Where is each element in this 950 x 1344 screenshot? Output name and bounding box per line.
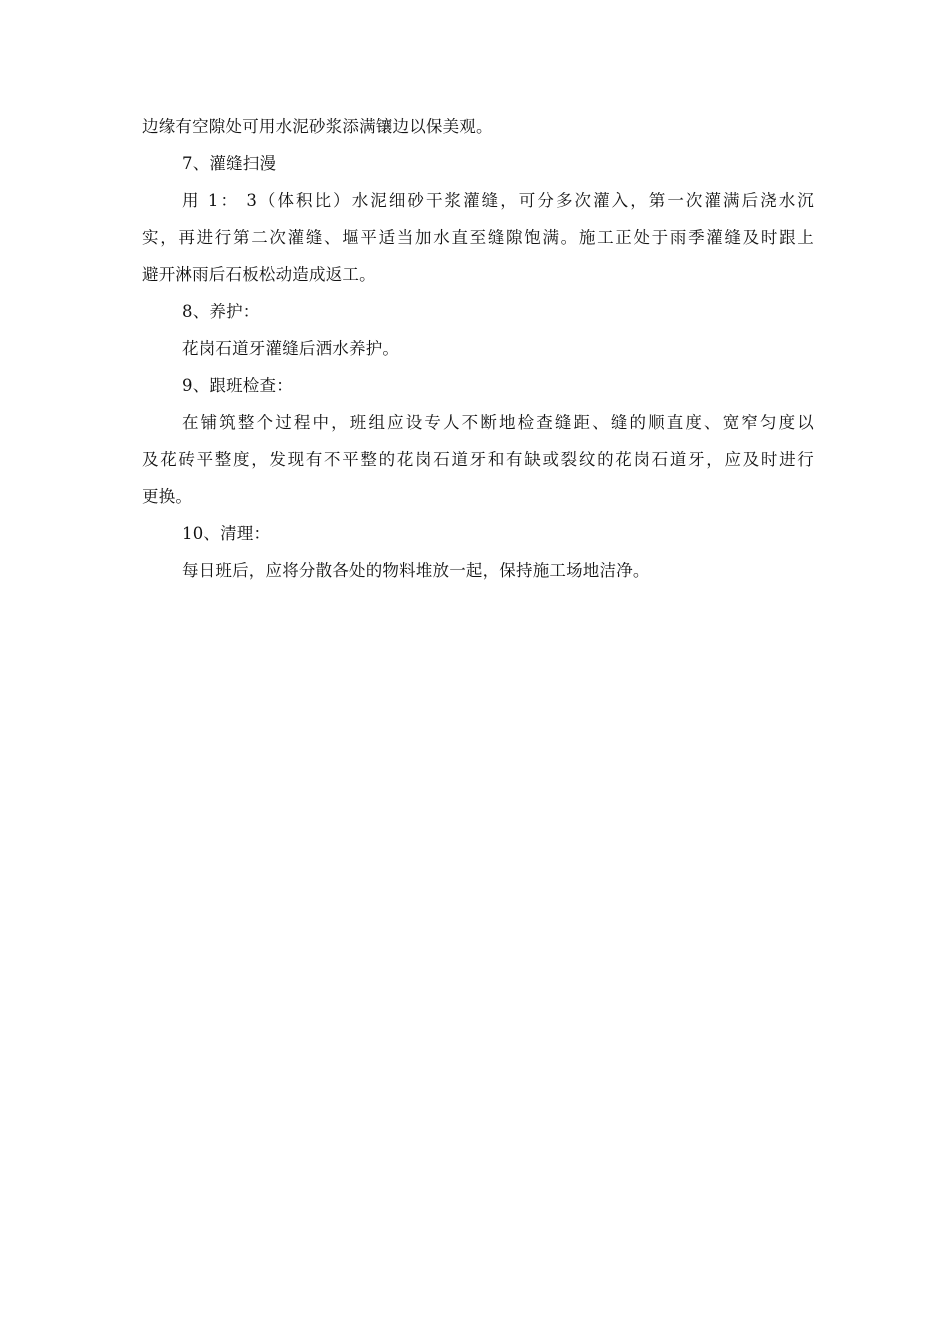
text-line: 更换。 bbox=[142, 487, 193, 506]
document-body bbox=[142, 108, 814, 589]
text-line: 实，再进行第二次灌缝、塸平适当加水直至缝隙饱满。施工正处于雨季灌缝及时跟上 bbox=[142, 228, 814, 247]
text-line: 边缘有空隙处可用水泥砂浆添满镶边以保美观。 bbox=[142, 117, 493, 136]
text-line: 用 1： 3（体积比）水泥细砂干浆灌缝，可分多次灌入，第一次灌满后浇水沉 bbox=[182, 191, 814, 210]
text-line: 避开淋雨后石板松动造成返工。 bbox=[142, 265, 376, 284]
text-line: 花岗石道牙灌缝后洒水养护。 bbox=[182, 339, 400, 358]
section-heading: 7、灌缝扫漫 bbox=[182, 154, 277, 173]
section-heading: 10、清理： bbox=[182, 524, 271, 543]
text-line: 每日班后，应将分散各处的物料堆放一起，保持施工场地洁净。 bbox=[182, 561, 650, 580]
section-heading: 9、跟班检查： bbox=[182, 376, 293, 395]
text-line: 在铺筑整个过程中，班组应设专人不断地检查缝距、缝的顺直度、宽窄匀度以 bbox=[182, 413, 814, 432]
section-heading: 8、养护： bbox=[182, 302, 260, 321]
text-line: 及花砖平整度，发现有不平整的花岗石道牙和有缺或裂纹的花岗石道牙，应及时进行 bbox=[142, 450, 814, 469]
